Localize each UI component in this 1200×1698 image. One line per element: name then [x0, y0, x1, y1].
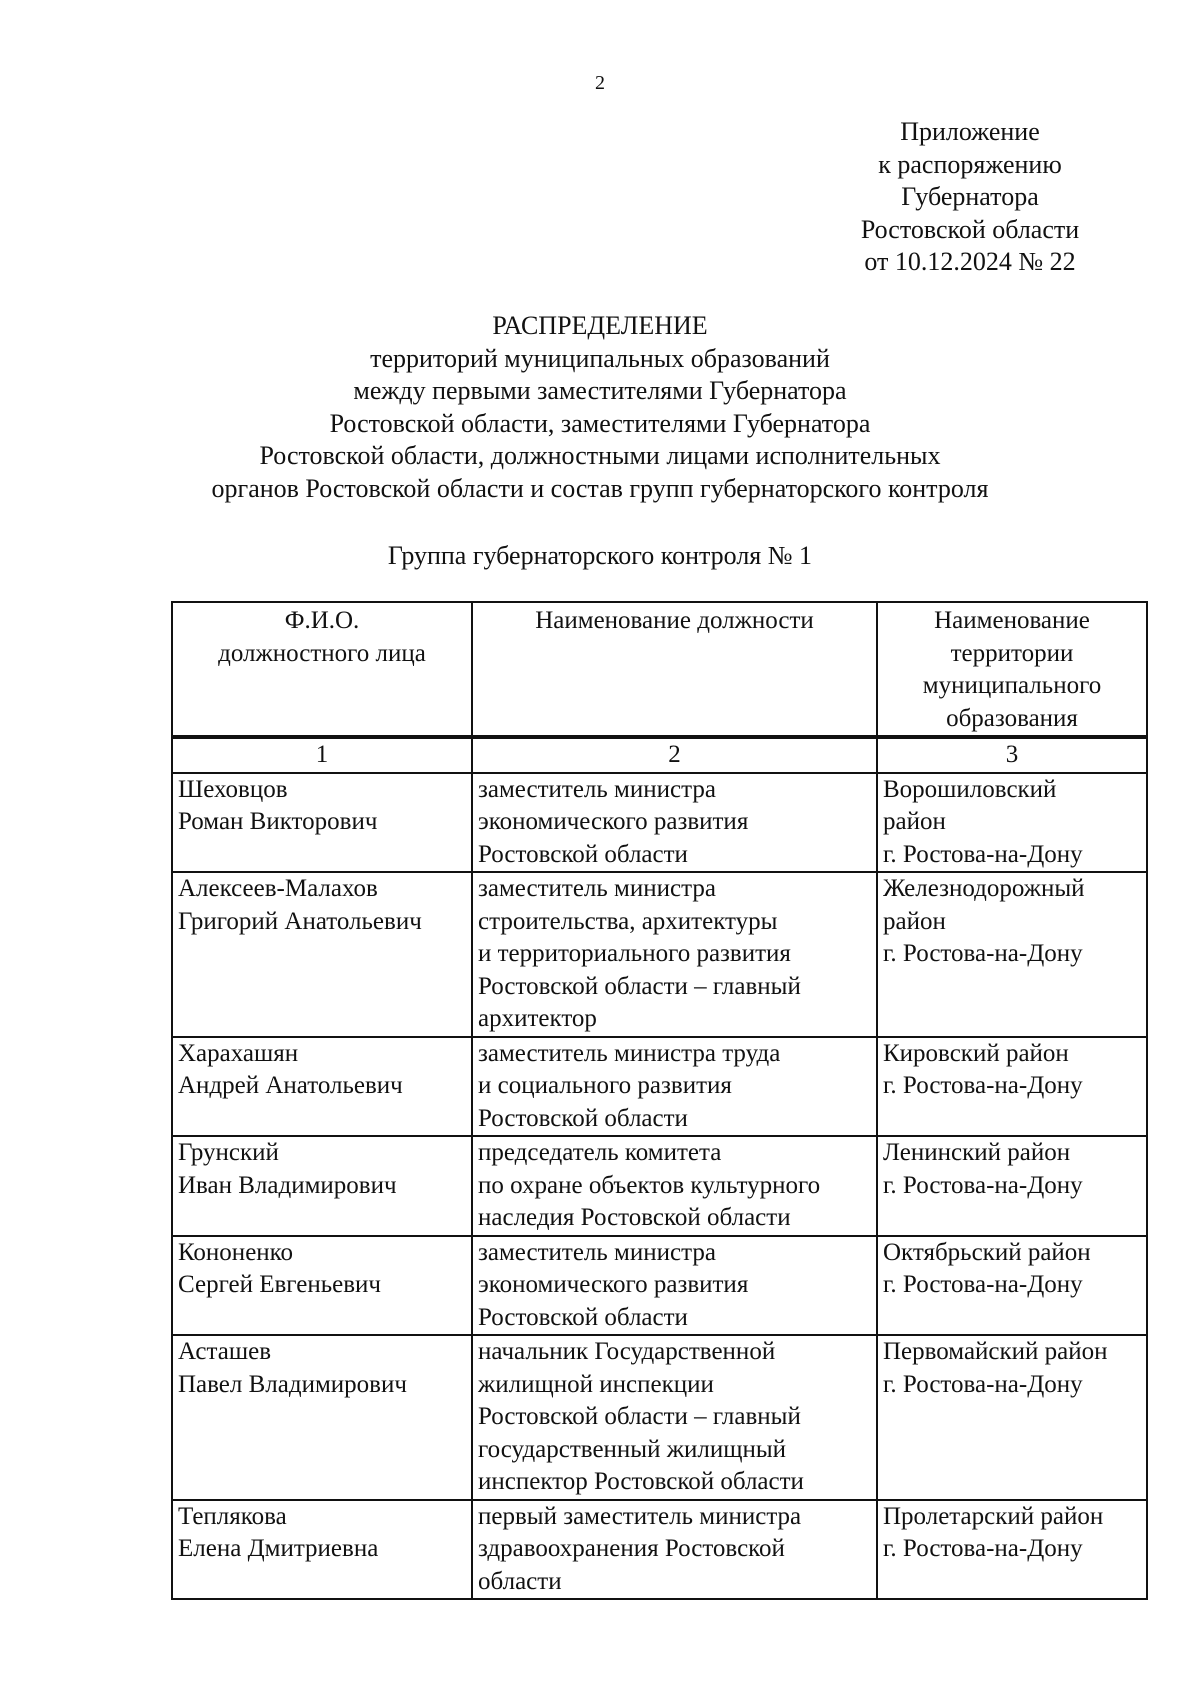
cell-territory: [877, 1500, 1147, 1600]
cell-line: экономического развития: [478, 1271, 749, 1298]
cell-line: наследия Ростовской области: [478, 1204, 791, 1231]
cell-line: г. Ростова-на-Дону: [883, 1072, 1083, 1099]
appendix-line: Ростовской области: [860, 214, 1080, 244]
cell-line: Кировский район: [883, 1039, 1069, 1067]
column-number: 3: [877, 737, 1147, 773]
cell-position: [472, 1136, 877, 1236]
cell-line: Ворошиловский: [883, 775, 1057, 803]
cell-line: Грунский: [178, 1139, 279, 1166]
column-number: 2: [472, 737, 877, 773]
cell-line: Сергей Евгеньевич: [178, 1271, 381, 1298]
distribution-table: [171, 601, 1148, 1600]
cell-line: Ростовской области – главный: [478, 972, 801, 1000]
cell-line: Первомайский район: [883, 1338, 1108, 1365]
cell-line: г. Ростова-на-Дону: [883, 1271, 1083, 1298]
table-row: [172, 773, 1147, 873]
header-line: муниципального: [922, 672, 1102, 699]
cell-line: области: [478, 1567, 562, 1595]
cell-name: [172, 1236, 472, 1336]
header-line: образования: [946, 704, 1078, 732]
column-number-row: [172, 737, 1147, 773]
cell-line: Ростовской области: [478, 1104, 688, 1132]
cell-line: Харахашян: [178, 1039, 299, 1067]
cell-territory: [877, 1136, 1147, 1236]
cell-line: заместитель министра: [478, 775, 716, 803]
cell-name: [172, 1500, 472, 1600]
cell-line: заместитель министра труда: [478, 1039, 781, 1067]
cell-line: район: [883, 907, 946, 935]
cell-line: и социального развития: [478, 1072, 732, 1099]
cell-line: Ленинский район: [883, 1139, 1071, 1166]
page-number: 2: [595, 72, 605, 94]
header-line: Ф.И.О.: [284, 607, 360, 634]
cell-line: заместитель министра: [478, 1238, 716, 1266]
header-line: должностного лица: [218, 639, 426, 667]
header-position: [472, 602, 877, 737]
cell-position: [472, 1037, 877, 1137]
table-row: [172, 1236, 1147, 1336]
cell-line: экономического развития: [478, 808, 749, 835]
cell-line: Пролетарский район: [883, 1502, 1104, 1530]
cell-line: архитектор: [478, 1005, 597, 1032]
cell-territory: [877, 1236, 1147, 1336]
cell-name: [172, 1335, 472, 1500]
cell-line: Елена Дмитриевна: [178, 1535, 379, 1562]
appendix-line: Приложение: [900, 117, 1040, 146]
cell-line: Павел Владимирович: [178, 1370, 407, 1398]
cell-line: и территориального развития: [478, 940, 791, 967]
cell-line: Ростовской области: [478, 840, 688, 868]
cell-line: Октябрьский район: [883, 1238, 1091, 1266]
group-title: Группа губернаторского контроля № 1: [387, 541, 813, 570]
cell-line: Железнодорожный: [883, 875, 1085, 902]
cell-position: [472, 1335, 877, 1500]
document-title: [0, 310, 1200, 505]
cell-line: Асташев: [178, 1338, 272, 1365]
column-number: 1: [172, 737, 472, 773]
table-row: [172, 1500, 1147, 1600]
cell-position: [472, 872, 877, 1037]
cell-position: [472, 1500, 877, 1600]
cell-name: [172, 1136, 472, 1236]
title-line: между первыми заместителями Губернатора: [353, 376, 847, 405]
cell-line: жилищной инспекции: [478, 1370, 714, 1398]
cell-position: [472, 773, 877, 873]
cell-line: по охране объектов культурного: [478, 1171, 821, 1199]
appendix-block: [800, 116, 1140, 279]
cell-line: Ростовской области: [478, 1303, 688, 1331]
cell-name: [172, 1037, 472, 1137]
cell-line: начальник Государственной: [478, 1338, 776, 1365]
cell-territory: [877, 1037, 1147, 1137]
header-line: Наименование: [934, 607, 1090, 634]
appendix-line: Губернатора: [901, 182, 1039, 211]
header-line: Наименование должности: [535, 607, 814, 634]
title-line: Ростовской области, должностными лицами исполнительных: [259, 441, 941, 470]
cell-line: Андрей Анатольевич: [178, 1072, 403, 1099]
appendix-line: от 10.12.2024 № 22: [864, 247, 1076, 276]
title-line: территорий муниципальных образований: [370, 343, 830, 373]
cell-line: председатель комитета: [478, 1139, 722, 1166]
cell-territory: [877, 773, 1147, 873]
title-line: органов Ростовской области и состав групп губернаторского контроля: [211, 473, 989, 503]
table-row: [172, 1037, 1147, 1137]
cell-line: г. Ростова-на-Дону: [883, 1171, 1083, 1199]
cell-name: [172, 773, 472, 873]
table-row: [172, 872, 1147, 1037]
table-header-row: [172, 602, 1147, 737]
cell-line: первый заместитель министра: [478, 1502, 802, 1530]
cell-line: здравоохранения Ростовской: [478, 1535, 785, 1562]
cell-line: район: [883, 808, 946, 835]
cell-line: заместитель министра: [478, 875, 716, 902]
cell-line: строительства, архитектуры: [478, 907, 778, 935]
cell-territory: [877, 1335, 1147, 1500]
header-name: [172, 602, 472, 737]
table-row: [172, 1335, 1147, 1500]
cell-line: Григорий Анатольевич: [178, 907, 422, 935]
cell-line: Ростовской области – главный: [478, 1403, 801, 1430]
header-territory: [877, 602, 1147, 737]
header-line: территории: [950, 639, 1074, 667]
cell-line: инспектор Ростовской области: [478, 1468, 804, 1495]
cell-line: Теплякова: [178, 1502, 287, 1530]
title-line: Ростовской области, заместителями Губернатора: [329, 408, 871, 438]
cell-territory: [877, 872, 1147, 1037]
cell-line: г. Ростова-на-Дону: [883, 840, 1083, 868]
title-heading: РАСПРЕДЕЛЕНИЕ: [492, 311, 708, 340]
cell-line: Алексеев-Малахов: [178, 875, 378, 902]
cell-line: г. Ростова-на-Дону: [883, 940, 1083, 967]
cell-line: государственный жилищный: [478, 1435, 787, 1463]
cell-line: г. Ростова-на-Дону: [883, 1370, 1083, 1398]
cell-line: Кононенко: [178, 1238, 294, 1266]
cell-line: г. Ростова-на-Дону: [883, 1535, 1083, 1562]
cell-name: [172, 872, 472, 1037]
appendix-line: к распоряжению: [878, 149, 1062, 179]
cell-line: Роман Викторович: [178, 808, 378, 835]
cell-line: Шеховцов: [178, 775, 288, 803]
cell-line: Иван Владимирович: [178, 1171, 397, 1199]
cell-position: [472, 1236, 877, 1336]
table-row: [172, 1136, 1147, 1236]
